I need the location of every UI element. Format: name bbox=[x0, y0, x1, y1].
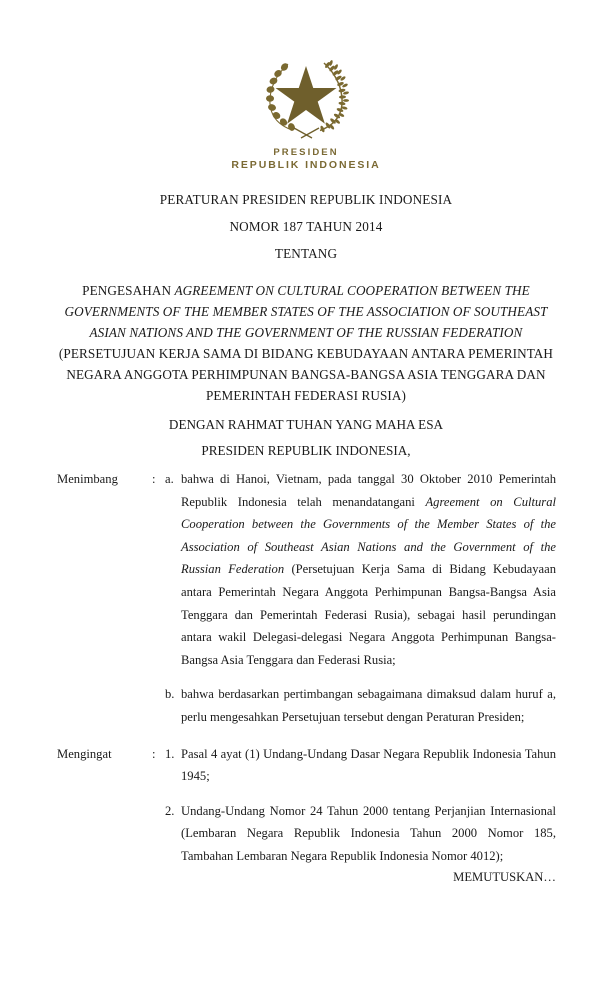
recalling-label: Mengingat bbox=[57, 746, 112, 761]
regulation-subject bbox=[56, 280, 556, 406]
recalling-item-1-marker: 1. bbox=[165, 746, 175, 761]
recalling-colon: : bbox=[152, 746, 156, 761]
regulation-number: NOMOR 187 TAHUN 2014 bbox=[229, 219, 383, 234]
emblem-caption bbox=[0, 147, 612, 171]
regulation-heading: PERATURAN PRESIDEN REPUBLIK INDONESIA bbox=[159, 192, 453, 207]
considering-item-b-text: bahwa berdasarkan pertimbangan sebagaimana dimaksud dalam huruf a, perlu mengesahkan Persetujuan tersebut dengan Peraturan Presiden; bbox=[181, 687, 556, 724]
list-item bbox=[165, 468, 556, 671]
subject-prefix: PENGESAHAN bbox=[82, 283, 175, 298]
title-spacer bbox=[56, 267, 556, 280]
recalling-item-2-text: Undang-Undang Nomor 24 Tahun 2000 tentang Perjanjian Internasional (Lembaran Negara Republik Indonesia Tahun 2000 Nomor 185, Tambahan Lembaran Negara Republik Indonesia Nomor 4012); bbox=[181, 803, 556, 863]
considering-item-a-text bbox=[181, 468, 556, 671]
considering-group bbox=[57, 468, 556, 729]
clause-group-spacer bbox=[57, 729, 556, 743]
recalling-items bbox=[165, 743, 556, 868]
recalling-item-2-marker: 2. bbox=[165, 803, 175, 818]
list-item bbox=[165, 683, 556, 728]
emblem-caption-line2: REPUBLIK INDONESIA bbox=[231, 158, 381, 171]
recalling-item-1-text: Pasal 4 ayat (1) Undang-Undang Dasar Negara Republik Indonesia Tahun 1945; bbox=[181, 746, 556, 784]
considering-items bbox=[165, 468, 556, 729]
considering-a-before: bahwa di Hanoi, Vietnam, pada tanggal 30 Oktober 2010 Pemerintah Republik Indonesia telah menandatangani bbox=[181, 472, 556, 509]
subject-english-title: AGREEMENT ON CULTURAL COOPERATION BETWEEN THE GOVERNMENTS OF THE MEMBER STATES OF THE ASSOCIATION OF SOUTHEAST ASIAN NATIONS AND THE GOVERNMENT OF THE RUSSIAN FEDERATION bbox=[64, 283, 548, 340]
document-title-block bbox=[56, 186, 556, 406]
emblem-caption-line1: PRESIDEN bbox=[273, 147, 339, 158]
recalling-group bbox=[57, 743, 556, 868]
considering-item-a-marker: a. bbox=[165, 472, 174, 486]
indonesia-presidential-seal-icon bbox=[256, 52, 356, 142]
presidential-emblem-block bbox=[0, 52, 612, 171]
authority-line: PRESIDEN REPUBLIK INDONESIA, bbox=[201, 443, 411, 458]
subject-indonesian-title: (PERSETUJUAN KERJA SAMA DI BIDANG KEBUDAYAAN ANTARA PEMERINTAH NEGARA ANGGOTA PERHIMPUNAN BANGSA-BANGSA ASIA TENGGARA DAN PEMERINTAH FEDERASI RUSIA) bbox=[58, 346, 554, 403]
clauses-section bbox=[57, 468, 556, 868]
considering-colon: : bbox=[152, 472, 156, 486]
blessing-line: DENGAN RAHMAT TUHAN YANG MAHA ESA bbox=[168, 417, 444, 432]
considering-label: Menimbang bbox=[57, 472, 118, 486]
list-item bbox=[165, 800, 556, 868]
regulation-about-label: TENTANG bbox=[274, 246, 338, 261]
considering-a-after: (Persetujuan Kerja Sama di Bidang Kebudayaan antara Pemerintah Negara Anggota Perhimpunan Bangsa-Bangsa Asia Tenggara dan Pemerintah Federasi Rusia), sebagai hasil perundingan antara wakil Delegasi-delegasi Negara Anggota Perhimpunan Bangsa-Bangsa Asia Tenggara dan Federasi Rusia; bbox=[181, 562, 556, 667]
enactment-block bbox=[56, 412, 556, 464]
considering-item-b-marker: b. bbox=[165, 687, 175, 702]
considering-a-italic: Agreement on Cultural Cooperation between the Governments of the Member States of the Association of Southeast Asian Nations and the Government of the Russian Federation bbox=[181, 494, 556, 577]
list-item bbox=[165, 743, 556, 788]
decision-line: MEMUTUSKAN… bbox=[453, 870, 556, 884]
